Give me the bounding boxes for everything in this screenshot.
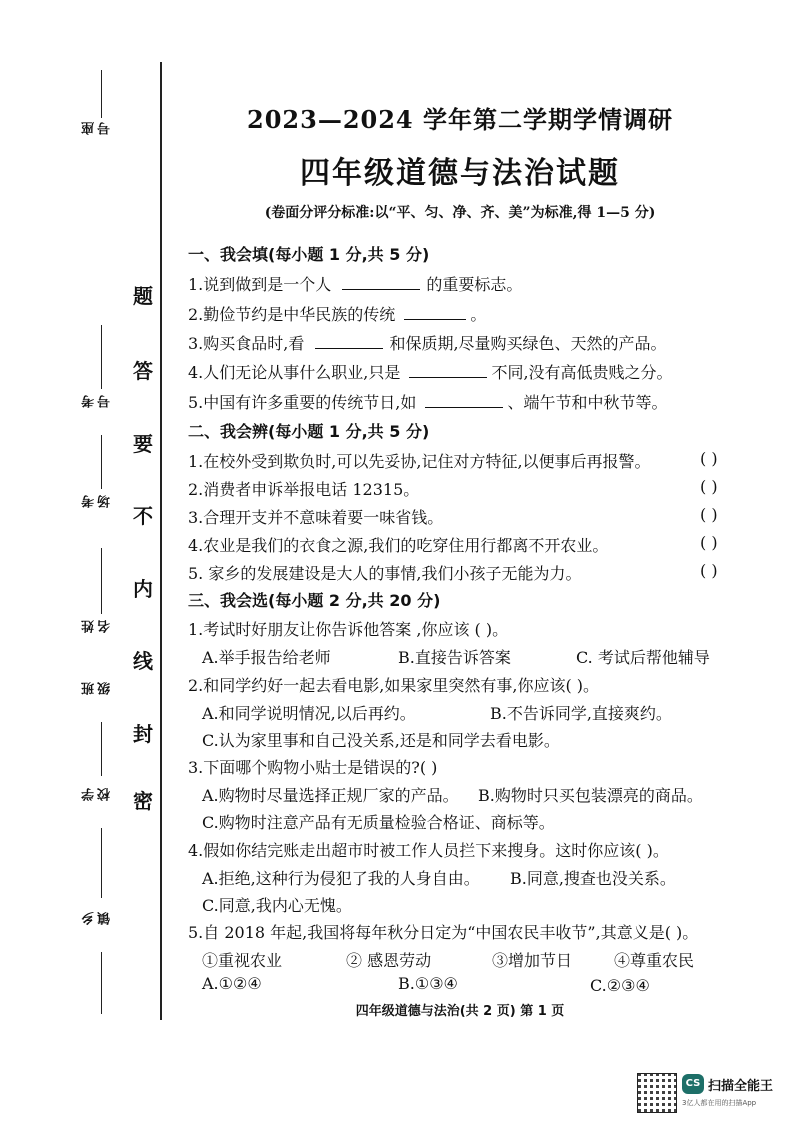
answer-paren[interactable]: ( ) [700, 561, 718, 580]
choice-option[interactable]: B.①③④ [398, 974, 458, 993]
page-footer: 四年级道德与法治(共 2 页) 第 1 页 [355, 1004, 565, 1019]
seal-char: 线 [133, 649, 153, 673]
choice-question-stem: 4.假如你结完账走出超市时被工作人员拦下来搜身。这时你应该( )。 [188, 841, 669, 860]
choice-question-stem: 1.考试时好朋友让你告诉他答案 ,你应该 ( )。 [188, 620, 509, 639]
choice-option[interactable]: A.拒绝,这种行为侵犯了我的人身自由。 [202, 869, 480, 888]
choice-option[interactable]: C.购物时注意产品有无质量检验合格证、商标等。 [202, 813, 555, 832]
exam-subject-title: 四年级道德与法治试题 [300, 156, 620, 191]
judge-question: 5. 家乡的发展建设是大人的事情,我们小孩子无能为力。 [188, 564, 582, 583]
choice-option[interactable]: A.①②④ [202, 974, 262, 993]
seal-char: 内 [133, 577, 153, 601]
question-text: 、端午节和中秋节等。 [507, 393, 668, 412]
scoring-note: (卷面分评分标准:以“平、匀、净、齐、美”为标准,得 1—5 分) [264, 205, 656, 221]
name-label: 姓名 [82, 620, 113, 633]
choice-option[interactable]: B.购物时只买包装漂亮的商品。 [478, 786, 703, 805]
seal-char: 密 [133, 789, 153, 813]
choice-option[interactable]: C. 考试后帮他辅导 [576, 648, 710, 667]
numbered-item: ①重视农业 [202, 951, 283, 970]
choice-question-stem: 3.下面哪个购物小贴士是错误的?( ) [188, 758, 438, 777]
fill-question [188, 390, 667, 413]
section3-heading: 三、我会选(每小题 2 分,共 20 分) [188, 591, 441, 610]
qr-code-icon [637, 1073, 677, 1113]
choice-option[interactable]: C.②③④ [590, 976, 650, 995]
school-line [101, 828, 102, 898]
fill-question [188, 272, 522, 295]
exam-term-title: 2023—2024 学年第二学期学情调研 [247, 105, 673, 134]
answer-paren[interactable]: ( ) [700, 477, 718, 496]
seal-char: 题 [133, 284, 153, 308]
question-text: 不同,没有高低贵贱之分。 [491, 363, 673, 382]
question-text: 和保质期,尽量购买绿色、天然的产品。 [389, 334, 667, 353]
exam-room-line [101, 435, 102, 489]
binding-line [160, 62, 162, 1020]
judge-question: 4.农业是我们的衣食之源,我们的吃穿住用行都离不开农业。 [188, 536, 609, 555]
seal-char: 封 [133, 722, 153, 746]
numbered-item: ④尊重农民 [614, 951, 695, 970]
answer-blank[interactable] [404, 305, 466, 320]
section2-heading: 二、我会辨(每小题 1 分,共 5 分) [188, 422, 430, 441]
question-text: 。 [470, 305, 487, 324]
judge-question: 3.合理开支并不意味着要一味省钱。 [188, 508, 444, 527]
question-text: 4.人们无论从事什么职业,只是 [188, 363, 401, 382]
township-label: 乡镇 [82, 912, 113, 925]
choice-option[interactable]: C.同意,我内心无愧。 [202, 896, 352, 915]
question-text: 3.购买食品时,看 [188, 334, 305, 353]
judge-question: 2.消费者申诉举报电话 12315。 [188, 480, 420, 499]
choice-option[interactable]: A.和同学说明情况,以后再约。 [202, 704, 416, 723]
exam-room-label: 考场 [82, 495, 113, 508]
answer-blank[interactable] [315, 334, 383, 349]
seal-char: 答 [133, 359, 153, 383]
numbered-item: ③增加节日 [492, 951, 573, 970]
township-line [101, 952, 102, 1014]
question-text: 5.中国有许多重要的传统节日,如 [188, 393, 417, 412]
choice-option[interactable]: B.不告诉同学,直接爽约。 [490, 704, 672, 723]
seat-number-label: 座号 [82, 122, 113, 135]
numbered-item: ② 感恩劳动 [346, 951, 432, 970]
scanner-tagline: 3亿人都在用的扫描App [682, 1099, 757, 1107]
answer-blank[interactable] [342, 275, 420, 290]
seat-number-line [101, 70, 102, 118]
choice-question-stem: 5.自 2018 年起,我国将每年秋分日定为“中国农民丰收节”,其意义是( )。 [188, 923, 699, 942]
choice-option[interactable]: B.同意,搜查也没关系。 [510, 869, 676, 888]
exam-number-label: 考号 [82, 395, 113, 408]
school-label: 学校 [82, 788, 113, 801]
question-text: 的重要标志。 [426, 275, 523, 294]
choice-option[interactable]: A.举手报告给老师 [202, 648, 331, 667]
question-text: 2.勤俭节约是中华民族的传统 [188, 305, 396, 324]
answer-blank[interactable] [425, 393, 503, 408]
choice-question-stem: 2.和同学约好一起去看电影,如果家里突然有事,你应该( )。 [188, 676, 600, 695]
answer-paren[interactable]: ( ) [700, 505, 718, 524]
question-text: 1.说到做到是一个人 [188, 275, 332, 294]
section1-heading: 一、我会填(每小题 1 分,共 5 分) [188, 245, 430, 264]
scanner-app-name: 扫描全能王 [708, 1079, 774, 1094]
class-label: 班级 [82, 682, 113, 695]
seal-char: 不 [133, 504, 153, 528]
judge-question: 1.在校外受到欺负时,可以先妥协,记住对方特征,以便事后再报警。 [188, 452, 651, 471]
answer-blank[interactable] [409, 363, 487, 378]
name-line [101, 548, 102, 614]
fill-question [188, 331, 667, 354]
answer-paren[interactable]: ( ) [700, 533, 718, 552]
class-line [101, 722, 102, 776]
fill-question [188, 302, 486, 325]
choice-option[interactable]: A.购物时尽量选择正规厂家的产品。 [202, 786, 459, 805]
exam-number-line [101, 325, 102, 389]
choice-option[interactable]: C.认为家里事和自己没关系,还是和同学去看电影。 [202, 731, 560, 750]
seal-char: 要 [133, 432, 153, 456]
camscanner-logo-icon: CS [682, 1074, 704, 1094]
answer-paren[interactable]: ( ) [700, 449, 718, 468]
choice-option[interactable]: B.直接告诉答案 [398, 648, 511, 667]
fill-question [188, 360, 673, 383]
